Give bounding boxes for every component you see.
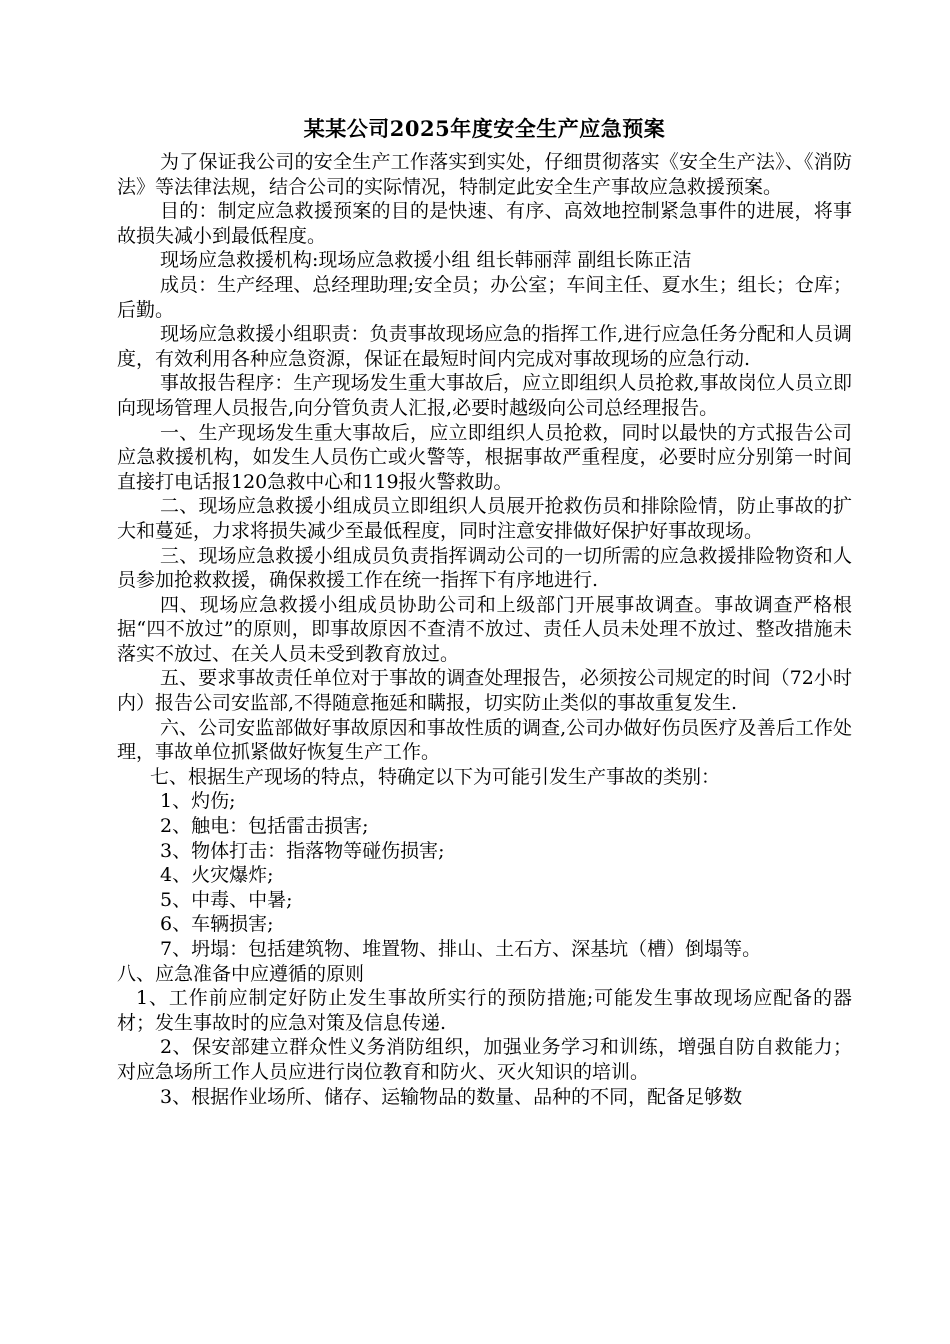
accident-types-list (117, 789, 852, 961)
list-item: 2、触电：包括雷击损害; (160, 815, 369, 838)
document-page (117, 112, 852, 1109)
list-item: 5、中毒、中暑; (160, 888, 293, 911)
list-item: 1、灼伤; (160, 790, 236, 813)
section-five-paragraph: 五、要求事故责任单位对于事故的调查处理报告，必须按公司规定的时间（72小时内）报告公司安监部,不得随意拖延和瞒报，切实防止类似的事故重复发生. (117, 667, 852, 715)
section-one-paragraph: 一、生产现场发生重大事故后，应立即组织人员抢救，同时以最快的方式报告公司应急救援机构，如发生人员伤亡或火警等，根据事故严重程度，必要时应分别第一时间直接打电话报120急救中心和119报火警救助。 (117, 421, 852, 493)
document-title: 某某公司2025年度安全生产应急预案 (303, 116, 666, 141)
list-item: 1、工作前应制定好防止发生事故所实行的预防措施;可能发生事故现场应配备的器材；发生事故时的应急对策及信息传递. (117, 987, 852, 1034)
section-three-paragraph: 三、现场应急救援小组成员负责指挥调动公司的一切所需的应急救援排险物资和人员参加抢救救援，确保救援工作在统一指挥下有序地进行. (117, 544, 852, 592)
list-item: 4、火灾爆炸; (160, 864, 274, 887)
section-two-paragraph: 二、现场应急救援小组成员立即组织人员展开抢救伤员和排除险情，防止事故的扩大和蔓延，力求将损失减少至最低程度，同时注意安排做好保护好事故现场。 (117, 495, 852, 542)
list-item: 3、物体打击：指落物等碰伤损害; (160, 839, 445, 862)
list-item: 3、根据作业场所、储存、运输物品的数量、品种的不同，配备足够数 (160, 1085, 743, 1108)
section-seven-heading: 七、根据生产现场的特点，特确定以下为可能引发生产事故的类别： (150, 765, 721, 788)
members-paragraph: 成员：生产经理、总经理助理;安全员；办公室；车间主任、夏水生；组长；仓库；后勤。 (117, 273, 852, 321)
section-four-paragraph: 四、现场应急救援小组成员协助公司和上级部门开展事故调查。事故调查严格根据“四不放过”的原则，即事故原因不查清不放过、责任人员未处理不放过、整改措施未落实不放过、在关人员未受到教育放过。 (117, 593, 852, 665)
section-six-paragraph: 六、公司安监部做好事故原因和事故性质的调查,公司办做好伤员医疗及善后工作处理，事故单位抓紧做好恢复生产工作。 (117, 716, 852, 764)
principles-list (117, 986, 852, 1109)
list-item: 6、车辆损害; (160, 913, 274, 936)
section-eight-heading: 八、应急准备中应遵循的原则 (117, 962, 365, 985)
list-item: 2、保安部建立群众性义务消防组织，加强业务学习和训练，增强自防自救能力；对应急场所工作人员应进行岗位教育和防火、灭火知识的培训。 (117, 1036, 852, 1083)
duties-paragraph: 现场应急救援小组职责：负责事故现场应急的指挥工作,进行应急任务分配和人员调度，有效利用各种应急资源，保证在最短时间内完成对事故现场的应急行动. (117, 323, 852, 370)
purpose-paragraph: 目的：制定应急救援预案的目的是快速、有序、高效地控制紧急事件的进展，将事故损失减小到最低程度。 (117, 200, 852, 247)
reporting-procedure-paragraph: 事故报告程序：生产现场发生重大事故后，应立即组织人员抢救,事故岗位人员立即向现场管理人员报告,向分管负责人汇报,必要时越级向公司总经理报告。 (117, 372, 852, 419)
list-item: 7、坍塌：包括建筑物、堆置物、排山、土石方、深基坑（槽）倒塌等。 (160, 938, 762, 960)
intro-paragraph: 为了保证我公司的安全生产工作落实到实处，仔细贯彻落实《安全生产法》、《消防法》等法律法规，结合公司的实际情况，特制定此安全生产事故应急救援预案。 (117, 151, 852, 198)
organization-paragraph: 现场应急救援机构:现场应急救援小组 组长韩丽萍 副组长陈正洁 (160, 249, 692, 272)
